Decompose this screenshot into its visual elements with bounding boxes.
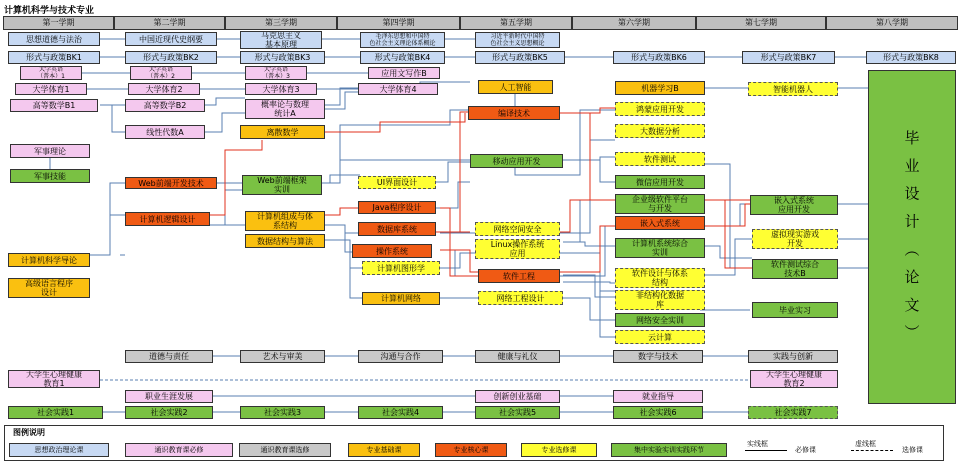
semester-header-3: 第三学期 [225, 16, 337, 30]
course-box[interactable]: Web前端框架 实训 [242, 175, 322, 195]
legend-item-general-required: 通识教育课必修 [125, 443, 233, 457]
course-box[interactable]: 企业级软件平台 与开发 [615, 194, 705, 214]
course-box[interactable]: 大学英语 （普本）1 [20, 66, 82, 80]
course-box[interactable]: 军事技能 [10, 169, 90, 183]
course-box[interactable]: 习近平新时代中国特 色社会主义思想概论 [475, 32, 560, 48]
legend-solid-line [745, 450, 787, 451]
semester-header-4: 第四学期 [337, 16, 460, 30]
course-box[interactable]: 人工智能 [478, 80, 553, 94]
course-box[interactable]: 网络安全实训 [615, 313, 705, 327]
course-box[interactable]: 创新创业基础 [475, 390, 560, 403]
legend-item-politics: 思想政治理论课 [9, 443, 109, 457]
course-box[interactable]: 网络工程设计 [478, 291, 563, 305]
course-box[interactable]: 云计算 [615, 330, 705, 344]
course-box[interactable]: UI界面设计 [358, 176, 436, 189]
semester-header-5: 第五学期 [460, 16, 572, 30]
course-box[interactable]: Web前端开发技术 [125, 177, 217, 189]
course-box[interactable]: 中国近现代史纲要 [125, 32, 217, 46]
course-box[interactable]: 计算机网络 [362, 292, 440, 305]
graduation-label: 毕 业 设 计 （ 论 文 ） [902, 130, 921, 344]
course-box[interactable]: 计算机组成与体 系结构 [245, 211, 325, 231]
course-box[interactable]: Linux操作系统 应用 [475, 239, 560, 259]
semester-header-8: 第八学期 [826, 16, 958, 30]
course-box[interactable]: 软件工程 [478, 269, 560, 283]
course-box[interactable]: 离散数学 [240, 125, 325, 139]
course-box[interactable]: 形式与政策BK1 [8, 51, 100, 64]
course-box[interactable]: 沟通与合作 [358, 350, 443, 363]
semester-header-2: 第二学期 [114, 16, 225, 30]
course-box[interactable]: 高级语言程序 设计 [8, 278, 90, 298]
legend-item-major-basic: 专业基础课 [348, 443, 420, 457]
course-box[interactable]: 大学体育3 [245, 83, 317, 95]
course-box[interactable]: 形式与政策BK5 [475, 51, 565, 64]
course-box[interactable]: 操作系统 [352, 244, 432, 258]
course-box[interactable]: 嵌入式系统 [615, 216, 705, 230]
course-box[interactable]: 毛泽东思想和中国特 色社会主义理论体系概论 [360, 32, 445, 48]
course-box[interactable]: 社会实践4 [358, 406, 443, 419]
legend-required: 必修课 [795, 446, 816, 454]
course-box[interactable]: 职业生涯发展 [125, 390, 213, 403]
course-box[interactable]: 数据库系统 [358, 222, 436, 236]
legend-solid-frame: 实线框 [747, 440, 768, 448]
course-box[interactable]: 形式与政策BK4 [360, 51, 445, 64]
course-box[interactable]: 数据结构与算法 [245, 234, 325, 248]
course-box[interactable]: 虚拟现实游戏 开发 [752, 229, 838, 249]
course-box[interactable]: 高等数学B2 [125, 99, 205, 112]
legend-title: 图例说明 [13, 428, 45, 437]
course-box[interactable]: 机器学习B [615, 81, 705, 95]
course-box[interactable]: 形式与政策BK6 [613, 51, 705, 64]
course-box[interactable]: 艺术与审美 [240, 350, 325, 363]
course-box[interactable]: 大学体育1 [15, 83, 87, 95]
course-box[interactable]: 编译技术 [468, 106, 560, 120]
course-box[interactable]: 计算机系统综合 实训 [615, 238, 705, 258]
course-box[interactable]: 社会实践6 [613, 406, 703, 419]
course-box[interactable]: 道德与责任 [125, 350, 213, 363]
course-box[interactable]: 软件设计与体系 结构 [615, 268, 705, 288]
course-box[interactable]: Java程序设计 [358, 201, 436, 214]
legend-dashed-line [851, 450, 893, 451]
legend-elective: 选修课 [902, 446, 923, 454]
course-box[interactable]: 大学体育2 [128, 83, 200, 95]
course-box[interactable]: 计算机图形学 [362, 261, 440, 275]
course-box[interactable]: 微信应用开发 [615, 175, 705, 189]
course-box[interactable]: 健康与礼仪 [475, 350, 560, 363]
course-box[interactable]: 社会实践1 [8, 406, 103, 419]
legend-item-major-core: 专业核心课 [435, 443, 507, 457]
course-box[interactable]: 大数据分析 [615, 124, 705, 138]
course-box[interactable]: 社会实践2 [125, 406, 213, 419]
course-box[interactable]: 智能机器人 [748, 82, 838, 96]
course-box[interactable]: 思想道德与法治 [8, 32, 100, 46]
course-box[interactable]: 马克思主义 基本原理 [240, 31, 322, 49]
semester-header-7: 第七学期 [696, 16, 826, 30]
legend-item-major-elective: 专业选修课 [521, 443, 597, 457]
course-box[interactable]: 计算机科学导论 [8, 253, 90, 267]
course-box[interactable]: 大学体育4 [358, 83, 438, 95]
course-box[interactable]: 非结构化数据 库 [615, 290, 705, 310]
course-box[interactable]: 软件测试 [615, 152, 705, 166]
semester-header-1: 第一学期 [3, 16, 114, 30]
course-box[interactable]: 形式与政策BK7 [742, 51, 835, 64]
course-box[interactable]: 实践与创新 [748, 350, 838, 363]
course-box[interactable]: 军事理论 [10, 144, 90, 158]
course-box[interactable]: 计算机逻辑设计 [125, 212, 210, 226]
course-box[interactable]: 大学生心理健康 教育2 [750, 370, 838, 388]
course-box[interactable]: 软件测试综合 技术B [752, 259, 838, 279]
page-title: 计算机科学与技术专业 [4, 6, 95, 16]
legend-dashed-frame: 虚线框 [855, 440, 876, 448]
course-box[interactable]: 大学英语 （普本）2 [130, 66, 192, 80]
course-box[interactable]: 社会实践3 [240, 406, 325, 419]
course-box[interactable]: 大学英语 （普本）3 [245, 66, 307, 80]
legend-item-general-elective: 通识教育课选修 [239, 443, 331, 457]
course-box[interactable]: 毕业实习 [752, 302, 838, 318]
course-box[interactable]: 概率论与数理 统计A [245, 99, 325, 119]
course-box[interactable]: 移动应用开发 [470, 154, 563, 168]
course-box[interactable]: 大学生心理健康 教育1 [8, 370, 100, 388]
course-box[interactable]: 线性代数A [125, 125, 205, 139]
course-box[interactable]: 就业指导 [613, 390, 703, 403]
course-box[interactable]: 社会实践7 [748, 406, 838, 419]
course-box[interactable]: 社会实践5 [475, 406, 560, 419]
course-box[interactable]: 形式与政策BK3 [240, 51, 325, 64]
course-box[interactable]: 鸿蒙应用开发 [615, 102, 705, 116]
course-box[interactable]: 网络空间安全 [475, 222, 560, 236]
course-box[interactable]: 高等数学B1 [10, 99, 98, 112]
course-box[interactable]: 应用文写作B [368, 67, 440, 79]
course-box[interactable]: 形式与政策BK8 [866, 51, 956, 64]
legend [4, 425, 944, 461]
course-box[interactable]: 嵌入式系统 应用开发 [750, 195, 838, 215]
semester-header-6: 第六学期 [572, 16, 696, 30]
course-box[interactable]: 形式与政策BK2 [125, 51, 217, 64]
course-box[interactable]: 数字与技术 [613, 350, 703, 363]
legend-item-practice: 集中实验实训实践环节 [611, 443, 727, 457]
